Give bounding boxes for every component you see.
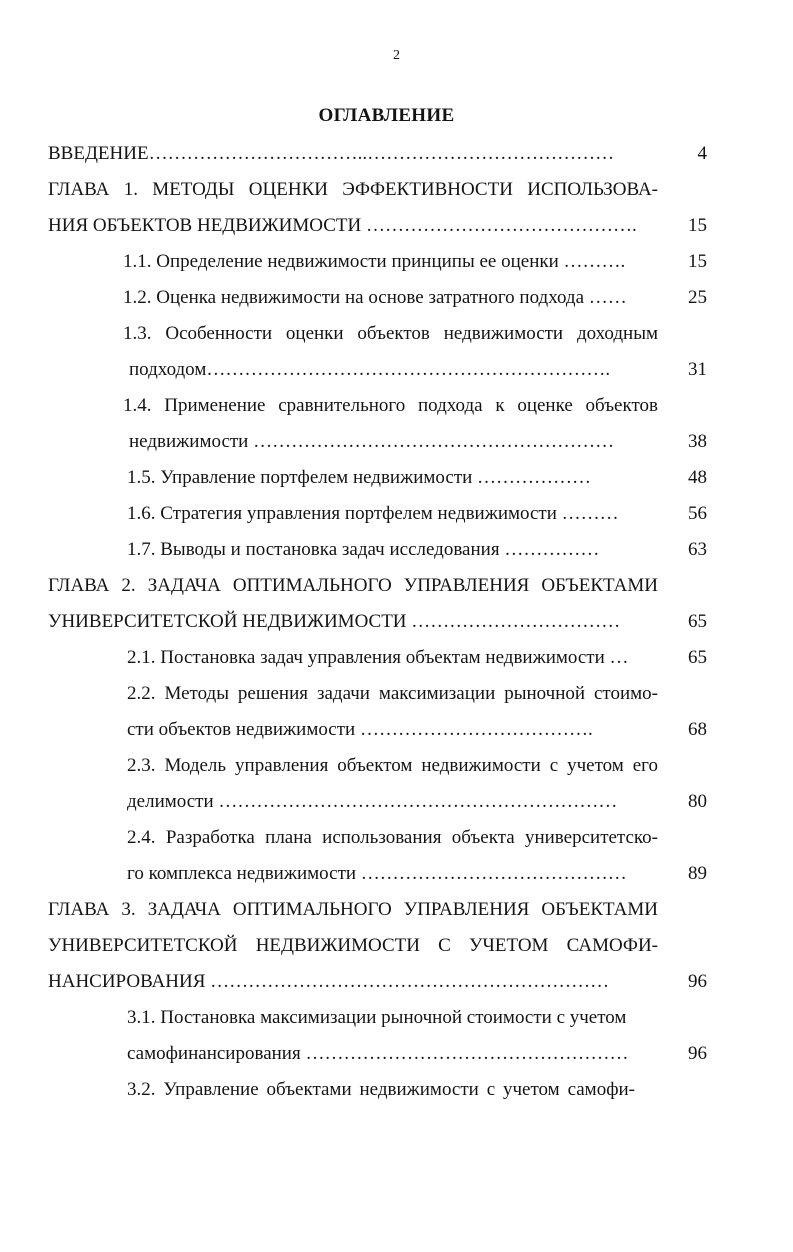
toc-section-2-3-line2: делимости ……………………………………………………… xyxy=(127,791,618,812)
toc-page-3-1: 96 xyxy=(688,1043,707,1064)
toc-page-chapter-3: 96 xyxy=(688,971,707,992)
toc-page-intro: 4 xyxy=(697,143,707,164)
toc-section-1-3-line1: 1.3. Особенности оценки объектов недвижимости доходным xyxy=(123,323,658,344)
toc-section-2-2-line2: сти объектов недвижимости ………………………………. xyxy=(127,719,593,740)
toc-page-1-1: 15 xyxy=(688,251,707,272)
toc-section-2-2-line1: 2.2. Методы решения задачи максимизации рыночной стоимо- xyxy=(127,683,658,704)
toc-section-2-1: 2.1. Постановка задач управления объектам недвижимости … xyxy=(127,647,629,668)
page-title: ОГЛАВЛЕНИЕ xyxy=(318,105,455,126)
toc-section-3-1-line2: самофинансирования …………………………………………… xyxy=(127,1043,629,1064)
toc-section-1-4-line1: 1.4. Применение сравнительного подхода к оценке объектов xyxy=(123,395,658,416)
toc-section-2-4-line1: 2.4. Разработка плана использования объекта университетско- xyxy=(127,827,658,848)
toc-page-2-4: 89 xyxy=(688,863,707,884)
toc-chapter-3-line2: УНИВЕРСИТЕТСКОЙ НЕДВИЖИМОСТИ С УЧЕТОМ САМОФИ- xyxy=(48,935,658,956)
toc-chapter-1-line2: НИЯ ОБЪЕКТОВ НЕДВИЖИМОСТИ ……………………………………. xyxy=(48,215,637,236)
toc-section-2-3-line1: 2.3. Модель управления объектом недвижимости с учетом его xyxy=(127,755,658,776)
toc-chapter-2-line2: УНИВЕРСИТЕТСКОЙ НЕДВИЖИМОСТИ …………………………… xyxy=(48,611,621,632)
toc-chapter-1-line1: ГЛАВА 1. МЕТОДЫ ОЦЕНКИ ЭФФЕКТИВНОСТИ ИСПОЛЬЗОВА- xyxy=(48,179,658,200)
toc-page-1-2: 25 xyxy=(688,287,707,308)
toc-page-chapter-2: 65 xyxy=(688,611,707,632)
toc-chapter-2-line1: ГЛАВА 2. ЗАДАЧА ОПТИМАЛЬНОГО УПРАВЛЕНИЯ ОБЪЕКТАМИ xyxy=(48,575,658,596)
toc-section-1-1: 1.1. Определение недвижимости принципы ее оценки ………. xyxy=(123,251,626,272)
toc-page-1-6: 56 xyxy=(688,503,707,524)
toc-section-3-2-line1: 3.2. Управление объектами недвижимости с учетом самофи- xyxy=(127,1079,635,1100)
toc-section-2-4-line2: го комплекса недвижимости …………………………………… xyxy=(127,863,627,884)
toc-page-2-3: 80 xyxy=(688,791,707,812)
toc-page-1-7: 63 xyxy=(688,539,707,560)
toc-section-1-4-line2: недвижимости ………………………………………………… xyxy=(129,431,615,452)
toc-page-2-1: 65 xyxy=(688,647,707,668)
toc-page-2-2: 68 xyxy=(688,719,707,740)
toc-entry-intro: ВВЕДЕНИЕ……………………………..………………………………… xyxy=(48,143,615,164)
toc-section-1-5: 1.5. Управление портфелем недвижимости ……………… xyxy=(127,467,592,488)
toc-page-1-5: 48 xyxy=(688,467,707,488)
toc-section-1-3-line2: подходом………………………………………………………. xyxy=(129,359,611,380)
toc-section-3-1-line1: 3.1. Постановка максимизации рыночной стоимости с учетом xyxy=(127,1007,627,1028)
toc-chapter-3-line3: НАНСИРОВАНИЯ ……………………………………………………… xyxy=(48,971,610,992)
page-number: 2 xyxy=(393,48,400,63)
toc-section-1-2: 1.2. Оценка недвижимости на основе затратного подхода …… xyxy=(123,287,627,308)
toc-section-1-6: 1.6. Стратегия управления портфелем недвижимости ……… xyxy=(127,503,619,524)
toc-page-1-3: 31 xyxy=(688,359,707,380)
toc-chapter-3-line1: ГЛАВА 3. ЗАДАЧА ОПТИМАЛЬНОГО УПРАВЛЕНИЯ ОБЪЕКТАМИ xyxy=(48,899,658,920)
toc-page-chapter-1: 15 xyxy=(688,215,707,236)
toc-section-1-7: 1.7. Выводы и постановка задач исследования …………… xyxy=(127,539,600,560)
toc-page-1-4: 38 xyxy=(688,431,707,452)
